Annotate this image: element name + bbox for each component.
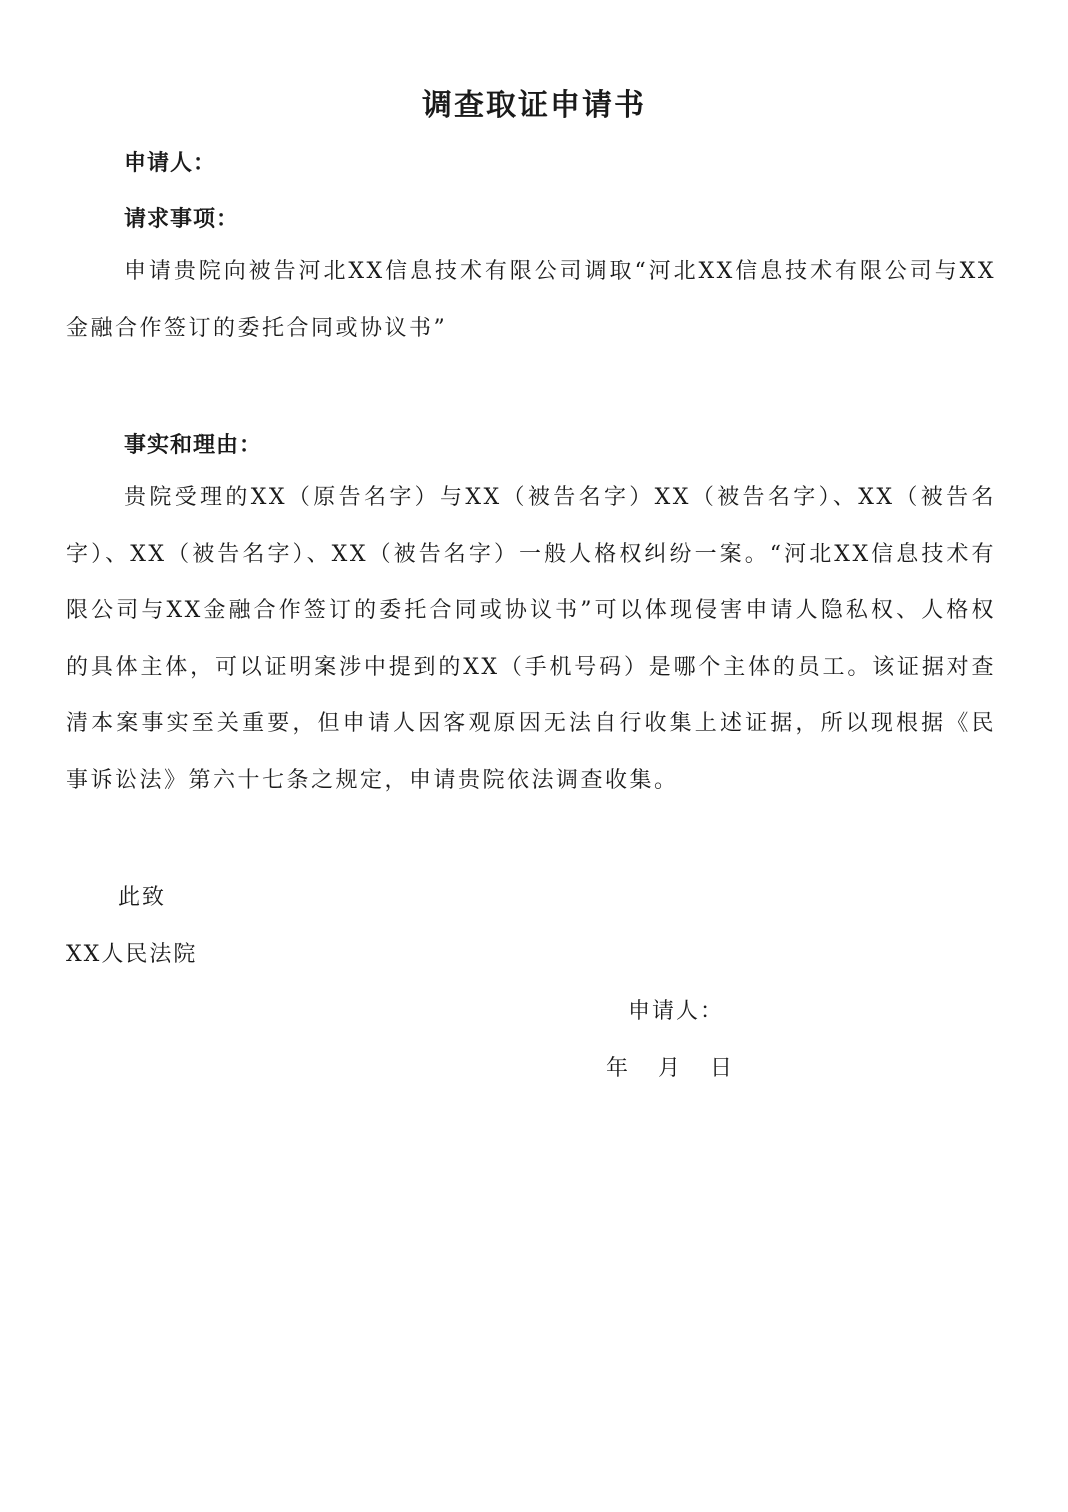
date-line: 年 月 日 xyxy=(606,1056,737,1081)
signature-label: 申请人： xyxy=(628,999,725,1024)
applicant-label: 申请人： xyxy=(124,151,217,176)
facts-text: 贵院受理的XX（原告名字）与XX（被告名字）XX（被告名字）、XX（被告名字）、XX（被告名字）、XX（被告名字）一般人格权纠纷一案。“河北XX信息技术有限公司与XX金融合作签订的委托合同或协议书”可以体现侵害申请人隐私权、人格权的具体主体，可以证明案涉中提到的XX（手机号码）是哪个主体的员工。该证据对查清本案事实至关重要，但申请人因客观原因无法自行收集上述证据，所以现根据《民事诉讼法》第六十七条之规定，申请贵院依法调查收集。 xyxy=(66,485,996,793)
request-heading: 请求事项： xyxy=(124,207,240,232)
facts-heading: 事实和理由： xyxy=(124,433,263,458)
document-title: 调查取证申请书 xyxy=(422,88,646,123)
court-name: XX人民法院 xyxy=(66,942,198,967)
request-text: 申请贵院向被告河北XX信息技术有限公司调取“河北XX信息技术有限公司与XX金融合作签订的委托合同或协议书” xyxy=(66,259,996,341)
salutation: 此致 xyxy=(118,885,167,910)
